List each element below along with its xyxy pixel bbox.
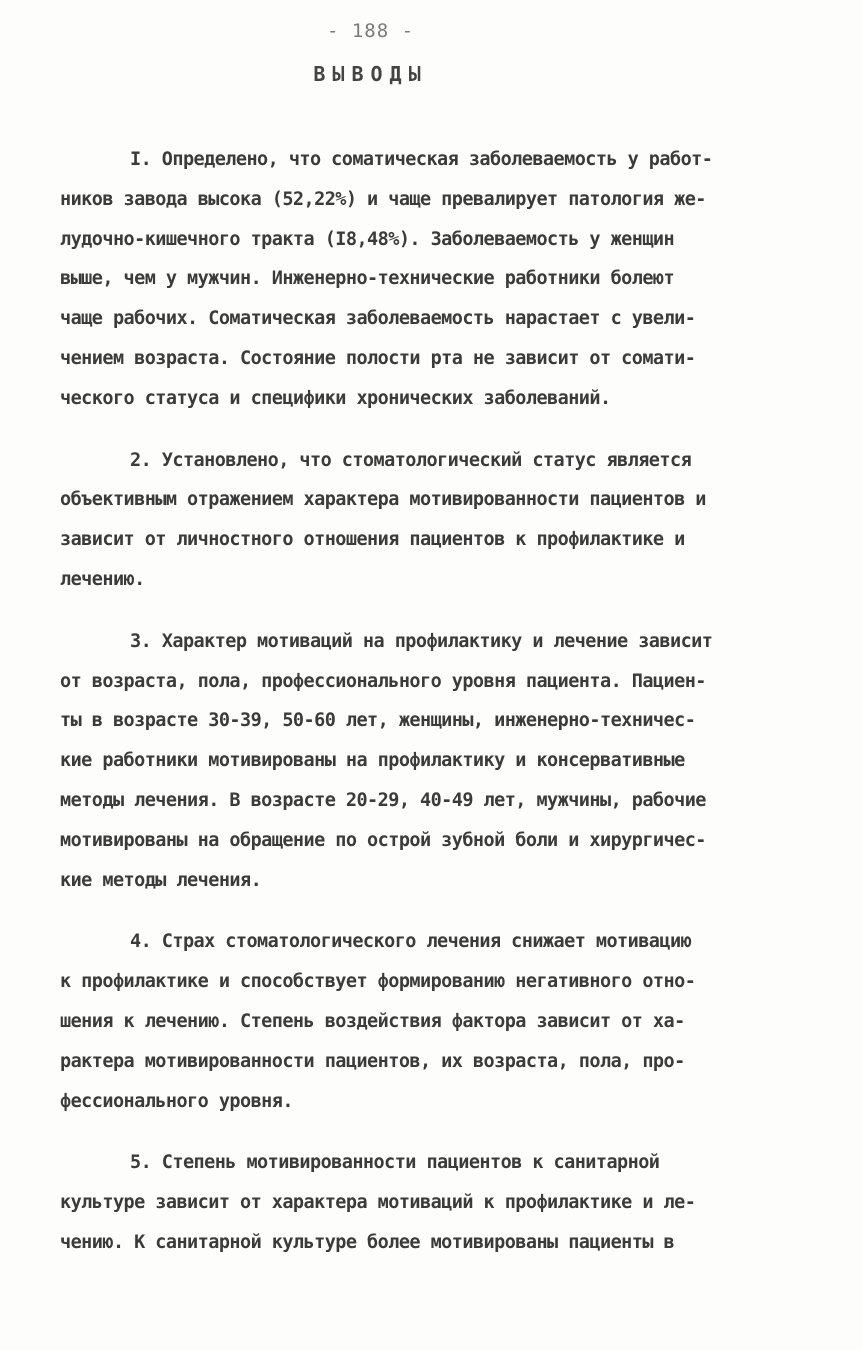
text-line: к профилактике и способствует формированию негативного отно-	[60, 971, 696, 993]
conclusion-3	[60, 622, 820, 901]
text-line: лудочно-кишечного тракта (I8,48%). Заболеваемость у женщин	[60, 228, 675, 250]
text-line: чению. К санитарной культуре более мотивированы пациенты в	[60, 1231, 675, 1253]
text-line: кие работники мотивированы на профилактику и консервативные	[60, 750, 685, 772]
text-line: кие методы лечения.	[60, 869, 262, 891]
text-line: I. Определено, что соматическая заболеваемость у работ-	[130, 149, 713, 170]
text-line: ческого статуса и специфики хронических заболеваний.	[60, 387, 611, 409]
text-line: выше, чем у мужчин. Инженерно-технические работники болеют	[60, 268, 675, 290]
text-line: от возраста, пола, профессионального уровня пациента. Пациен-	[60, 670, 706, 692]
text-line: фессионального уровня.	[60, 1090, 293, 1112]
text-line: 3. Характер мотиваций на профилактику и лечение зависит	[130, 630, 713, 652]
conclusion-1	[60, 140, 820, 419]
text-line: чением возраста. Состояние полости рта не зависит от сомати-	[60, 347, 696, 369]
text-line: ты в возрасте 30-39, 50-60 лет, женщины, инженерно-техничес-	[60, 710, 696, 732]
conclusion-4	[60, 922, 820, 1121]
section-heading: ВЫВОДЫ	[313, 62, 428, 86]
text-line: чаще рабочих. Соматическая заболеваемость нарастает с увели-	[60, 308, 696, 330]
text-line: зависит от личностного отношения пациентов к профилактике и	[60, 529, 685, 551]
page-number: - 188 -	[326, 20, 415, 42]
text-line: ников завода высока (52,22%) и чаще превалирует патология же-	[60, 188, 706, 210]
text-line: 2. Установлено, что стоматологический статус является	[130, 449, 692, 471]
conclusion-5	[60, 1143, 820, 1262]
text-line: объективным отражением характера мотивированности пациентов и	[60, 489, 706, 511]
text-line: 4. Страх стоматологического лечения снижает мотивацию	[130, 931, 692, 953]
conclusion-2	[60, 441, 820, 600]
text-line: методы лечения. В возрасте 20-29, 40-49 лет, мужчины, рабочие	[60, 789, 706, 811]
text-line: лечению.	[60, 568, 145, 590]
text-line: 5. Степень мотивированности пациентов к санитарной	[130, 1152, 660, 1174]
text-line: культуре зависит от характера мотиваций к профилактике и ле-	[60, 1192, 696, 1214]
text-line: мотивированы на обращение по острой зубной боли и хирургичес-	[60, 829, 706, 851]
conclusions-body	[60, 140, 820, 1285]
text-line: шения к лечению. Степень воздействия фактора зависит от ха-	[60, 1010, 685, 1032]
text-line: рактера мотивированности пациентов, их возраста, пола, про-	[60, 1050, 685, 1072]
